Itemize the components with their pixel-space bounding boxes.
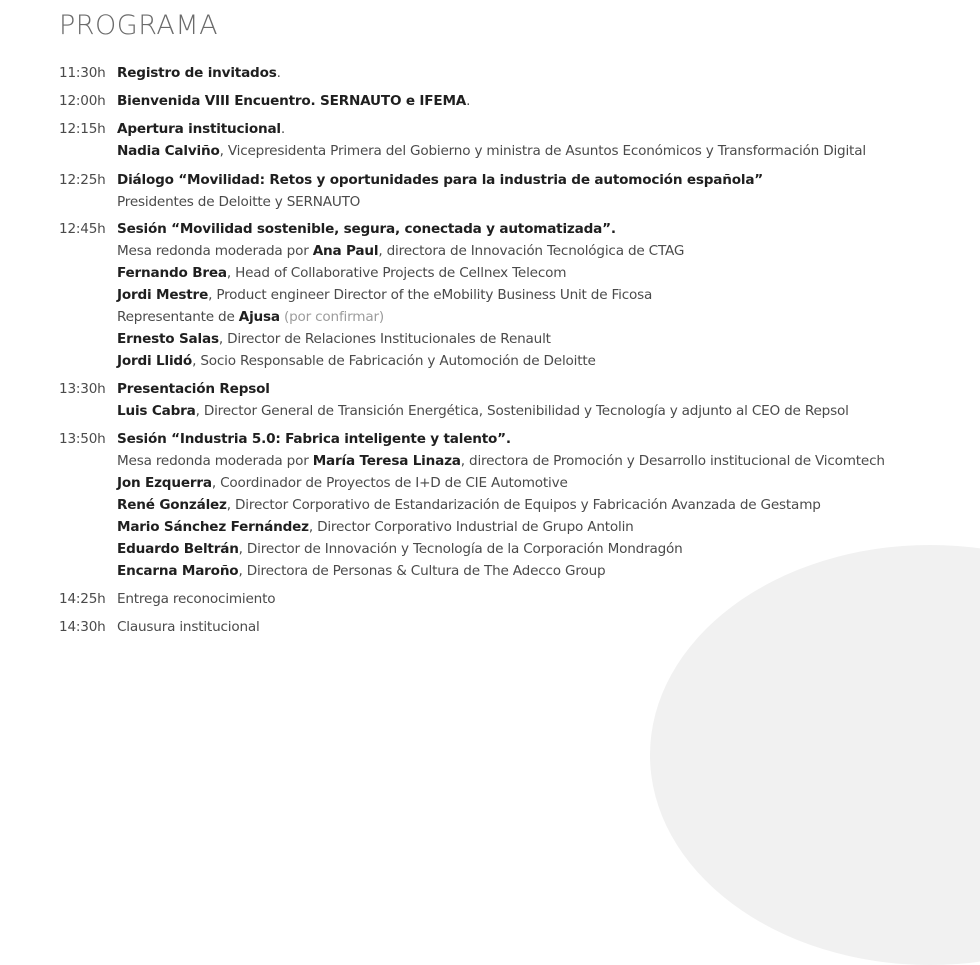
entry-line — [117, 328, 977, 350]
bold-text: Sesión “Movilidad sostenible, segura, conectada y automatizada”. — [117, 221, 616, 237]
line-text: Presidentes de Deloitte y SERNAUTO — [117, 194, 361, 210]
bold-text: Registro de invitados — [117, 65, 277, 81]
entry-details — [117, 616, 977, 638]
entry-time: 12:15h — [59, 121, 106, 137]
entry-line — [117, 538, 977, 560]
line-text: , Directora de Personas & Cultura de The Adecco Group — [238, 563, 606, 579]
entry-line — [117, 516, 977, 538]
bold-text: Bienvenida VIII Encuentro. SERNAUTO e IFEMA — [117, 93, 467, 109]
line-text: (por confirmar) — [279, 309, 384, 325]
entry-line — [117, 560, 977, 582]
entry-line — [117, 90, 977, 112]
line-text: Mesa redonda moderada por — [117, 243, 313, 259]
entry-line — [117, 428, 977, 450]
entry-line — [117, 494, 977, 516]
entry-line — [117, 350, 977, 372]
bold-text: Apertura institucional — [117, 121, 281, 137]
line-text: , Director General de Transición Energética, Sostenibilidad y Tecnología y adjunto al CEO de Repsol — [195, 403, 849, 419]
bold-text: Ernesto Salas — [117, 331, 219, 347]
bold-text: María Teresa Linaza — [312, 453, 461, 469]
line-text: , directora de Promoción y Desarrollo institucional de Vicomtech — [460, 453, 885, 469]
entry-line — [117, 118, 977, 140]
line-text: , Director Corporativo de Estandarización de Equipos y Fabricación Avanzada de Gestamp — [226, 497, 821, 513]
entry-line — [117, 306, 977, 328]
line-text: , Vicepresidenta Primera del Gobierno y ministra de Asuntos Económicos y Transformación Digital — [219, 143, 866, 159]
page-title: PROGRAMA — [59, 10, 219, 41]
bold-text: Sesión “Industria 5.0: Fabrica inteligente y talento”. — [117, 431, 511, 447]
entry-line — [117, 400, 977, 422]
entry-time: 12:45h — [59, 221, 106, 237]
entry-details — [117, 378, 977, 422]
bold-text: Fernando Brea — [117, 265, 227, 281]
entry-line — [117, 240, 977, 262]
entry-time: 11:30h — [59, 65, 106, 81]
entry-time: 12:00h — [59, 93, 106, 109]
bold-text: Jordi Mestre — [117, 287, 209, 303]
entry-time: 14:25h — [59, 591, 106, 607]
entry-line — [117, 262, 977, 284]
entry-line — [117, 62, 977, 84]
entry-line — [117, 472, 977, 494]
entry-line — [117, 169, 977, 191]
bold-text: Encarna Maroño — [117, 563, 239, 579]
entry-line — [117, 284, 977, 306]
line-text: . — [276, 65, 281, 81]
bold-text: Nadia Calviño — [117, 143, 220, 159]
line-text: , Director de Innovación y Tecnología de la Corporación Mondragón — [238, 541, 683, 557]
entry-time: 14:30h — [59, 619, 106, 635]
bold-text: Presentación Repsol — [117, 381, 270, 397]
line-text: Mesa redonda moderada por — [117, 453, 313, 469]
entry-details — [117, 428, 977, 582]
bold-text: Ana Paul — [312, 243, 379, 259]
line-text: , Director Corporativo Industrial de Grupo Antolin — [308, 519, 634, 535]
entry-details — [117, 218, 977, 372]
bold-text: Mario Sánchez Fernández — [117, 519, 309, 535]
line-text: . — [466, 93, 471, 109]
entry-details — [117, 169, 977, 213]
entry-time: 13:50h — [59, 431, 106, 447]
entry-details — [117, 90, 977, 112]
bold-text: René González — [117, 497, 227, 513]
entry-time: 13:30h — [59, 381, 106, 397]
line-text: , Head of Collaborative Projects de Cellnex Telecom — [226, 265, 567, 281]
entry-line — [117, 218, 977, 240]
bold-text: Jordi Llidó — [117, 353, 193, 369]
line-text: Clausura institucional — [117, 619, 260, 635]
bold-text: Diálogo “Movilidad: Retos y oportunidades para la industria de automoción española” — [117, 172, 764, 188]
entry-details — [117, 62, 977, 84]
entry-line — [117, 588, 977, 610]
entry-line — [117, 140, 977, 162]
entry-details — [117, 118, 977, 162]
line-text: . — [280, 121, 286, 137]
line-text: , Director de Relaciones Institucionales de Renault — [218, 331, 551, 347]
bold-text: Eduardo Beltrán — [117, 541, 239, 557]
line-text: , Socio Responsable de Fabricación y Automoción de Deloitte — [192, 353, 596, 369]
line-text: Representante de — [117, 309, 239, 325]
bold-text: Luis Cabra — [117, 403, 196, 419]
entry-time: 12:25h — [59, 172, 106, 188]
line-text: , directora de Innovación Tecnológica de CTAG — [378, 243, 685, 259]
entry-line — [117, 450, 977, 472]
entry-line — [117, 191, 977, 213]
entry-details — [117, 588, 977, 610]
bold-text: Ajusa — [238, 309, 280, 325]
entry-line — [117, 616, 977, 638]
line-text: Entrega reconocimiento — [117, 591, 276, 607]
line-text: , Product engineer Director of the eMobility Business Unit de Ficosa — [208, 287, 653, 303]
line-text: , Coordinador de Proyectos de I+D de CIE Automotive — [211, 475, 568, 491]
bold-text: Jon Ezquerra — [117, 475, 212, 491]
entry-line — [117, 378, 977, 400]
